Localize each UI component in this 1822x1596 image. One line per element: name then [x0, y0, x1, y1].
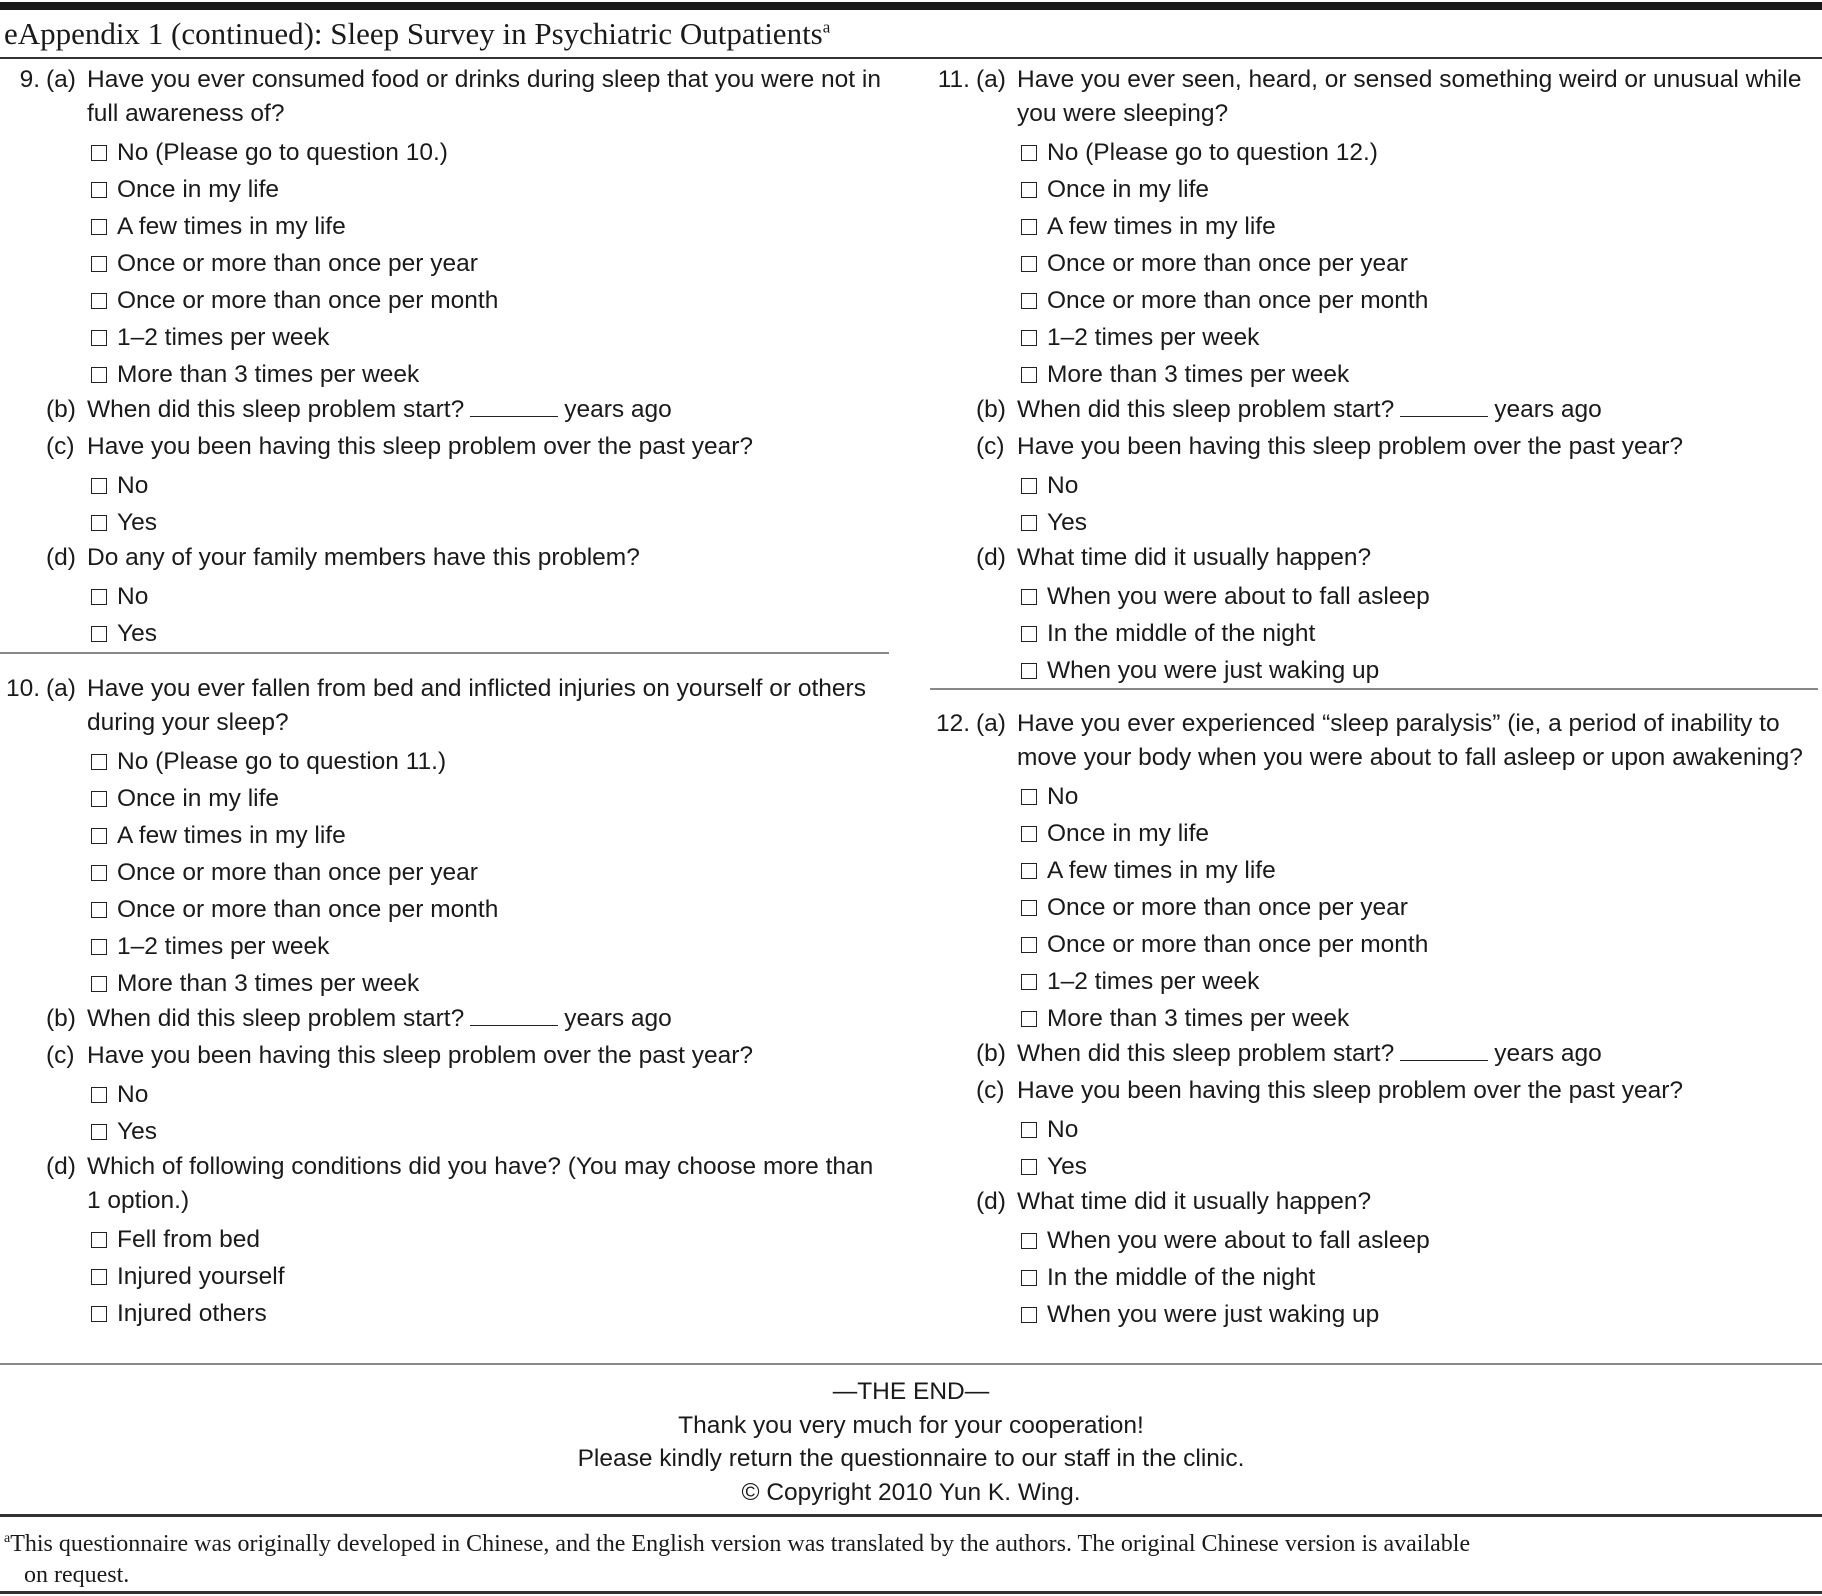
return-note: Please kindly return the questionnaire to our staff in the clinic. [577, 1445, 1245, 1472]
question-part [930, 1037, 1820, 1074]
bottom-rule [0, 1591, 1822, 1594]
option-label: When you were just waking up [1047, 657, 1380, 684]
option-label: In the middle of the night [1047, 620, 1316, 647]
option[interactable] [1021, 319, 1820, 356]
question-part [930, 430, 1820, 467]
option-label: A few times in my life [117, 213, 346, 240]
checkbox-icon[interactable] [1021, 1122, 1037, 1138]
question-text-content: What time did it usually happen? [1017, 544, 1372, 571]
option-label: When you were about to fall asleep [1047, 583, 1430, 610]
question-text-content: Have you ever consumed food or drinks during sleep that you were not in full awareness of? [87, 66, 881, 127]
checkbox-icon[interactable] [91, 293, 107, 309]
left-column [0, 63, 889, 1332]
checkbox-icon[interactable] [1021, 900, 1037, 916]
option-label: In the middle of the night [1047, 1264, 1316, 1291]
checkbox-icon[interactable] [91, 1269, 107, 1285]
part-label: (a) [976, 710, 1006, 737]
option-label: When you were just waking up [1047, 1301, 1380, 1328]
question-text-content: What time did it usually happen? [1017, 1188, 1372, 1215]
option[interactable] [91, 891, 889, 928]
part-label: (d) [976, 1188, 1006, 1215]
option[interactable] [1021, 171, 1820, 208]
question-text [1017, 393, 1820, 430]
end-divider [0, 1363, 1822, 1365]
part-label: (c) [46, 1042, 75, 1069]
answer-suffix: years ago [1494, 1040, 1602, 1067]
question-text-content: Have you ever experienced “sleep paralysis” (ie, a period of inability to move your body when you were about to fall asleep or upon awakening? [1017, 710, 1803, 771]
option-label: Injured others [117, 1300, 267, 1327]
option[interactable] [1021, 1111, 1820, 1148]
option[interactable] [91, 615, 889, 652]
option-label: 1–2 times per week [117, 933, 330, 960]
checkbox-icon[interactable] [1021, 789, 1037, 805]
option[interactable] [1021, 1148, 1820, 1185]
question [930, 63, 1820, 689]
question-part [0, 430, 889, 467]
option-label: 1–2 times per week [1047, 324, 1260, 351]
question-number: 12. [935, 710, 970, 737]
question-text-content: Have you been having this sleep problem over the past year? [1017, 433, 1683, 460]
checkbox-icon[interactable] [1021, 367, 1037, 383]
top-rule [0, 2, 1822, 10]
question-text [87, 430, 889, 467]
option[interactable] [1021, 852, 1820, 889]
option-label: Once or more than once per month [1047, 931, 1429, 958]
answer-blank[interactable] [470, 1003, 558, 1026]
part-label: (c) [976, 433, 1005, 460]
option-label: Fell from bed [117, 1226, 260, 1253]
question-part [930, 1185, 1820, 1222]
checkbox-icon[interactable] [1021, 515, 1037, 531]
page-title [4, 16, 830, 52]
question-text-content: Have you ever seen, heard, or sensed something weird or unusual while you were sleeping? [1017, 66, 1802, 127]
question [0, 63, 889, 652]
option-label: No [1047, 783, 1079, 810]
right-column [930, 63, 1820, 1333]
question-text [1017, 707, 1820, 778]
title-rule [0, 57, 1822, 59]
part-label: (d) [976, 544, 1006, 571]
question-part [0, 393, 889, 430]
option[interactable] [91, 1221, 889, 1258]
option[interactable] [1021, 282, 1820, 319]
checkbox-icon[interactable] [1021, 863, 1037, 879]
checkbox-icon[interactable] [1021, 589, 1037, 605]
option[interactable] [91, 1295, 889, 1332]
option[interactable] [91, 245, 889, 282]
option-label: A few times in my life [117, 822, 346, 849]
option[interactable] [91, 780, 889, 817]
thank-you: Thank you very much for your cooperation! [678, 1411, 1144, 1439]
option[interactable] [91, 1076, 889, 1113]
checkbox-icon[interactable] [1021, 937, 1037, 953]
option[interactable] [91, 1258, 889, 1295]
option-label: No [117, 472, 149, 499]
question [0, 672, 889, 1332]
question-text-content: Have you been having this sleep problem over the past year? [87, 1042, 753, 1069]
question-text [87, 1150, 889, 1221]
checkbox-icon[interactable] [91, 976, 107, 992]
option[interactable] [91, 578, 889, 615]
checkbox-icon[interactable] [91, 330, 107, 346]
answer-blank[interactable] [1400, 394, 1488, 417]
footnote [4, 1523, 1806, 1591]
option-label: Once or more than once per year [1047, 894, 1408, 921]
option[interactable] [1021, 615, 1820, 652]
option[interactable] [1021, 1222, 1820, 1259]
option[interactable] [91, 467, 889, 504]
option-label: Once or more than once per month [117, 287, 499, 314]
checkbox-icon[interactable] [91, 1087, 107, 1103]
option[interactable] [1021, 467, 1820, 504]
checkbox-icon[interactable] [91, 828, 107, 844]
answer-suffix: years ago [1494, 396, 1602, 423]
option-label: Yes [117, 509, 157, 536]
question-text [1017, 541, 1820, 578]
option-label: No [1047, 1116, 1079, 1143]
checkbox-icon[interactable] [1021, 293, 1037, 309]
option[interactable] [1021, 815, 1820, 852]
footnote-text-continued: on request. [24, 1562, 130, 1588]
question-text [87, 672, 889, 743]
checkbox-icon[interactable] [91, 478, 107, 494]
question-text-content: Which of following conditions did you have? (You may choose more than 1 option.) [87, 1153, 874, 1214]
question-part [930, 393, 1820, 430]
closing-section [0, 1375, 1822, 1509]
question-text-content: When did this sleep problem start? [87, 1005, 465, 1032]
question-part [0, 63, 889, 134]
checkbox-icon[interactable] [1021, 1011, 1037, 1027]
answer-blank[interactable] [1400, 1038, 1488, 1061]
question-part [930, 1074, 1820, 1111]
option-label: Injured yourself [117, 1263, 285, 1290]
question-text-content: Have you been having this sleep problem over the past year? [87, 433, 753, 460]
footnote-mark: a [4, 1531, 11, 1546]
part-label: (a) [46, 675, 76, 702]
footnote-text: This questionnaire was originally developed in Chinese, and the English version was translated by the authors. The original Chinese version is available [10, 1531, 1471, 1557]
question-text [87, 541, 889, 578]
question-number: 9. [19, 66, 40, 93]
part-label: (b) [46, 396, 76, 423]
question-number: 10. [5, 675, 40, 702]
question-text [87, 1002, 889, 1039]
part-label: (a) [976, 66, 1006, 93]
option-label: No (Please go to question 11.) [117, 748, 447, 775]
checkbox-icon[interactable] [91, 865, 107, 881]
checkbox-icon[interactable] [1021, 1307, 1037, 1323]
option-label: Once or more than once per year [117, 859, 478, 886]
option[interactable] [91, 854, 889, 891]
answer-suffix: years ago [564, 396, 672, 423]
checkbox-icon[interactable] [91, 367, 107, 383]
question-part [930, 541, 1820, 578]
checkbox-icon[interactable] [1021, 1233, 1037, 1249]
checkbox-icon[interactable] [1021, 1270, 1037, 1286]
option[interactable] [1021, 208, 1820, 245]
part-label: (b) [976, 1040, 1006, 1067]
option[interactable] [91, 208, 889, 245]
option[interactable] [1021, 1259, 1820, 1296]
question-text-content: When did this sleep problem start? [1017, 1040, 1395, 1067]
option-label: More than 3 times per week [1047, 361, 1350, 388]
question-part [930, 63, 1820, 134]
option[interactable] [91, 134, 889, 171]
option-label: No (Please go to question 10.) [117, 139, 448, 166]
option-label: Once or more than once per year [117, 250, 478, 277]
option[interactable] [1021, 1000, 1820, 1037]
title-text: eAppendix 1 (continued): Sleep Survey in Psychiatric Outpatients [4, 16, 823, 51]
answer-suffix: years ago [564, 1005, 672, 1032]
option[interactable] [91, 817, 889, 854]
part-label: (c) [976, 1077, 1005, 1104]
option[interactable] [91, 743, 889, 780]
checkbox-icon[interactable] [1021, 145, 1037, 161]
question-text [1017, 1185, 1820, 1222]
question-part [0, 541, 889, 578]
checkbox-icon[interactable] [91, 626, 107, 642]
checkbox-icon[interactable] [91, 256, 107, 272]
the-end: —THE END— [832, 1378, 990, 1405]
option-label: Yes [1047, 509, 1087, 536]
question-text [1017, 1037, 1820, 1074]
checkbox-icon[interactable] [91, 145, 107, 161]
option-label: When you were about to fall asleep [1047, 1227, 1430, 1254]
question-part [0, 672, 889, 743]
checkbox-icon[interactable] [1021, 1159, 1037, 1175]
option-label: Once in my life [1047, 176, 1210, 203]
question-text-content: Have you ever fallen from bed and inflicted injuries on yourself or others during your sleep? [87, 675, 866, 736]
option-label: Once in my life [117, 176, 280, 203]
checkbox-icon[interactable] [91, 1306, 107, 1322]
question-text [1017, 63, 1820, 134]
option-label: Yes [1047, 1153, 1087, 1180]
answer-blank[interactable] [470, 394, 558, 417]
option[interactable] [1021, 652, 1820, 689]
checkbox-icon[interactable] [1021, 478, 1037, 494]
question-part [0, 1002, 889, 1039]
option-label: Once or more than once per month [1047, 287, 1429, 314]
option[interactable] [91, 1113, 889, 1150]
footnote-rule [0, 1514, 1822, 1517]
question-text-content: Do any of your family members have this problem? [87, 544, 640, 571]
option-label: No [117, 583, 149, 610]
checkbox-icon[interactable] [91, 754, 107, 770]
part-label: (d) [46, 1153, 76, 1180]
part-label: (a) [46, 66, 76, 93]
question-text-content: When did this sleep problem start? [1017, 396, 1395, 423]
checkbox-icon[interactable] [91, 219, 107, 235]
question-text [1017, 430, 1820, 467]
option-label: No (Please go to question 12.) [1047, 139, 1378, 166]
option-label: No [1047, 472, 1079, 499]
option[interactable] [1021, 134, 1820, 171]
option[interactable] [1021, 778, 1820, 815]
option[interactable] [91, 282, 889, 319]
checkbox-icon[interactable] [91, 182, 107, 198]
checkbox-icon[interactable] [91, 791, 107, 807]
option[interactable] [1021, 504, 1820, 541]
question-text-content: Have you been having this sleep problem over the past year? [1017, 1077, 1683, 1104]
question-text [1017, 1074, 1820, 1111]
part-label: (d) [46, 544, 76, 571]
option-label: Yes [117, 1118, 157, 1145]
question-text [87, 63, 889, 134]
option-label: Once or more than once per year [1047, 250, 1408, 277]
option[interactable] [1021, 356, 1820, 393]
checkbox-icon[interactable] [1021, 663, 1037, 679]
checkbox-icon[interactable] [1021, 256, 1037, 272]
option-label: More than 3 times per week [117, 361, 420, 388]
checkbox-icon[interactable] [1021, 330, 1037, 346]
option[interactable] [1021, 889, 1820, 926]
checkbox-icon[interactable] [91, 515, 107, 531]
checkbox-icon[interactable] [91, 1232, 107, 1248]
option[interactable] [91, 319, 889, 356]
right-divider [930, 688, 1818, 690]
option[interactable] [1021, 245, 1820, 282]
checkbox-icon[interactable] [91, 589, 107, 605]
checkbox-icon[interactable] [1021, 219, 1037, 235]
option[interactable] [91, 928, 889, 965]
question [930, 707, 1820, 1333]
option[interactable] [1021, 963, 1820, 1000]
left-divider [0, 652, 889, 654]
option-label: Once in my life [117, 785, 280, 812]
checkbox-icon[interactable] [1021, 626, 1037, 642]
option-label: More than 3 times per week [1047, 1005, 1350, 1032]
question-part [930, 707, 1820, 778]
title-footnote-mark: a [822, 17, 831, 37]
question-text-content: When did this sleep problem start? [87, 396, 465, 423]
checkbox-icon[interactable] [1021, 826, 1037, 842]
option[interactable] [1021, 926, 1820, 963]
option-label: A few times in my life [1047, 213, 1276, 240]
option-label: Once or more than once per month [117, 896, 499, 923]
option-label: 1–2 times per week [1047, 968, 1260, 995]
option-label: No [117, 1081, 149, 1108]
option-label: Once in my life [1047, 820, 1210, 847]
checkbox-icon[interactable] [91, 939, 107, 955]
checkbox-icon[interactable] [91, 1124, 107, 1140]
option[interactable] [91, 504, 889, 541]
checkbox-icon[interactable] [1021, 182, 1037, 198]
option[interactable] [91, 965, 889, 1002]
part-label: (c) [46, 433, 75, 460]
option-label: A few times in my life [1047, 857, 1276, 884]
question-number: 11. [937, 66, 970, 93]
option[interactable] [91, 171, 889, 208]
part-label: (b) [976, 396, 1006, 423]
option[interactable] [91, 356, 889, 393]
option[interactable] [1021, 578, 1820, 615]
question-part [0, 1150, 889, 1221]
option[interactable] [1021, 1296, 1820, 1333]
question-part [0, 1039, 889, 1076]
question-text [87, 1039, 889, 1076]
option-label: More than 3 times per week [117, 970, 420, 997]
part-label: (b) [46, 1005, 76, 1032]
option-label: 1–2 times per week [117, 324, 330, 351]
copyright: © Copyright 2010 Yun K. Wing. [741, 1478, 1081, 1506]
question-text [87, 393, 889, 430]
option-label: Yes [117, 620, 157, 647]
checkbox-icon[interactable] [91, 902, 107, 918]
checkbox-icon[interactable] [1021, 974, 1037, 990]
